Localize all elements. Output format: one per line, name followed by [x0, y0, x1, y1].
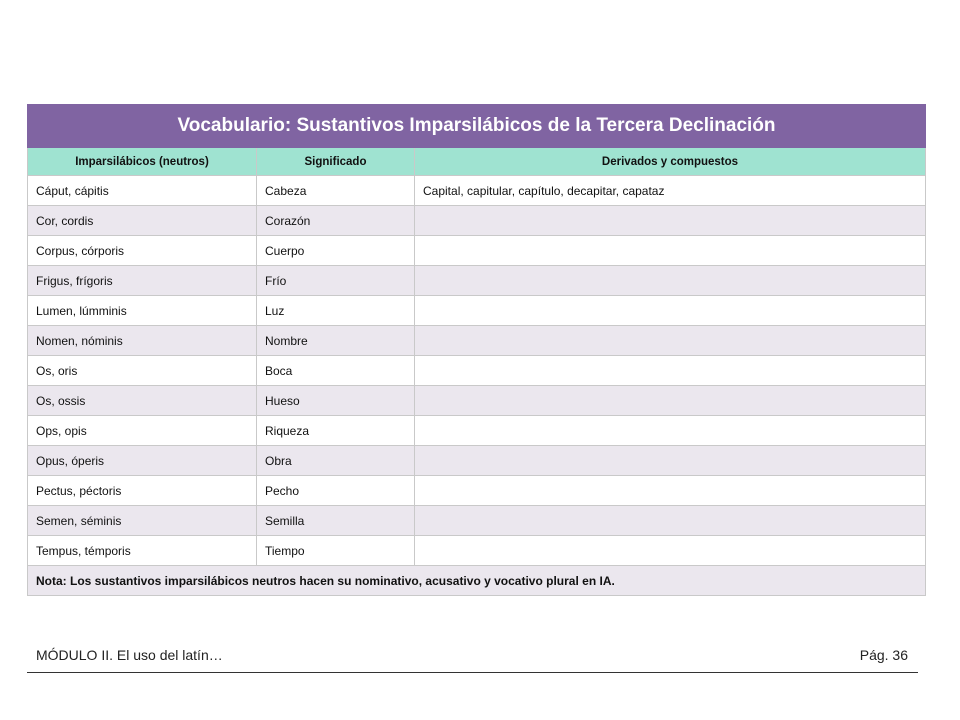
table-row — [28, 176, 926, 206]
footer-page-number: Pág. 36 — [859, 647, 908, 663]
cell-derivatives — [415, 356, 926, 386]
cell-meaning: Tiempo — [257, 536, 415, 566]
table-note: Nota: Los sustantivos imparsilábicos neutros hacen su nominativo, acusativo y vocativo plural en IA. — [28, 566, 926, 596]
cell-derivatives — [415, 206, 926, 236]
cell-meaning: Obra — [257, 446, 415, 476]
cell-derivatives — [415, 296, 926, 326]
cell-derivatives — [415, 266, 926, 296]
cell-derivatives — [415, 326, 926, 356]
cell-meaning: Boca — [257, 356, 415, 386]
table-row — [28, 446, 926, 476]
cell-meaning: Corazón — [257, 206, 415, 236]
footer-module-label: MÓDULO II. El uso del latín… — [36, 647, 223, 663]
cell-meaning: Cuerpo — [257, 236, 415, 266]
cell-meaning: Nombre — [257, 326, 415, 356]
cell-meaning: Hueso — [257, 386, 415, 416]
cell-word: Opus, óperis — [28, 446, 257, 476]
table-row — [28, 236, 926, 266]
cell-word: Os, ossis — [28, 386, 257, 416]
cell-word: Semen, séminis — [28, 506, 257, 536]
table-row — [28, 386, 926, 416]
cell-word: Tempus, témporis — [28, 536, 257, 566]
cell-word: Corpus, córporis — [28, 236, 257, 266]
table-row — [28, 506, 926, 536]
table-row — [28, 326, 926, 356]
cell-word: Lumen, lúmminis — [28, 296, 257, 326]
table-body — [28, 176, 926, 566]
cell-meaning: Frío — [257, 266, 415, 296]
column-header-derivatives: Derivados y compuestos — [415, 148, 926, 176]
table-row — [28, 416, 926, 446]
cell-derivatives — [415, 446, 926, 476]
cell-derivatives — [415, 416, 926, 446]
cell-meaning: Cabeza — [257, 176, 415, 206]
footer-divider — [27, 672, 918, 673]
cell-meaning: Semilla — [257, 506, 415, 536]
cell-word: Cor, cordis — [28, 206, 257, 236]
cell-word: Os, oris — [28, 356, 257, 386]
cell-word: Nomen, nóminis — [28, 326, 257, 356]
table-row — [28, 476, 926, 506]
cell-word: Ops, opis — [28, 416, 257, 446]
column-header-meaning: Significado — [257, 148, 415, 176]
cell-word: Frigus, frígoris — [28, 266, 257, 296]
vocabulary-table — [27, 104, 926, 596]
cell-meaning: Luz — [257, 296, 415, 326]
cell-derivatives — [415, 476, 926, 506]
column-header-imparisyllabic: Imparsilábicos (neutros) — [28, 148, 257, 176]
table-row — [28, 536, 926, 566]
table-row — [28, 266, 926, 296]
table-row — [28, 296, 926, 326]
table-row — [28, 206, 926, 236]
cell-meaning: Riqueza — [257, 416, 415, 446]
table-title: Vocabulario: Sustantivos Imparsilábicos de la Tercera Declinación — [28, 105, 926, 148]
cell-word: Pectus, péctoris — [28, 476, 257, 506]
cell-derivatives — [415, 236, 926, 266]
table-row — [28, 356, 926, 386]
cell-derivatives — [415, 386, 926, 416]
cell-word: Cáput, cápitis — [28, 176, 257, 206]
cell-meaning: Pecho — [257, 476, 415, 506]
cell-derivatives — [415, 536, 926, 566]
cell-derivatives — [415, 506, 926, 536]
cell-derivatives: Capital, capitular, capítulo, decapitar, capataz — [415, 176, 926, 206]
